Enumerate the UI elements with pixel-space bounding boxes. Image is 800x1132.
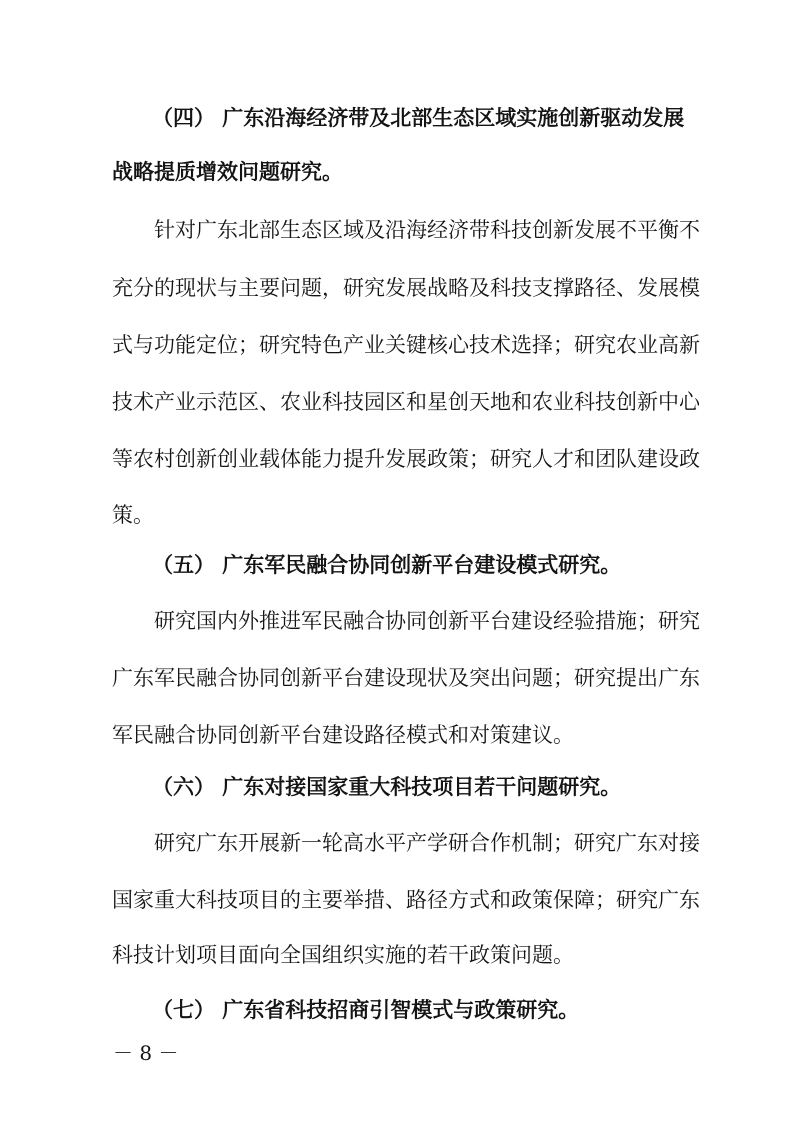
paragraph-4-line-1: 针对广东北部生态区域及沿海经济带科技创新发展不平衡不	[154, 218, 700, 242]
paragraph-6-line-1: 研究广东开展新一轮高水平产学研合作机制；研究广东对接	[154, 831, 700, 855]
paragraph-5-line-1: 研究国内外推进军民融合协同创新平台建设经验措施；研究	[154, 609, 700, 633]
page-number: － 8 －	[113, 1041, 179, 1065]
paragraph-6-line-3: 科技计划项目面向全国组织实施的若干政策问题。	[112, 943, 574, 967]
paragraph-4-line-2: 充分的现状与主要问题，研究发展战略及科技支撑路径、发展模	[112, 276, 700, 300]
section-heading-7: （七） 广东省科技招商引智模式与政策研究。	[152, 998, 580, 1022]
paragraph-4-line-6: 策。	[112, 503, 154, 527]
paragraph-4-line-4: 技术产业示范区、农业科技园区和星创天地和农业科技创新中心	[112, 390, 700, 414]
section-heading-5: （五） 广东军民融合协同创新平台建设模式研究。	[152, 553, 622, 577]
paragraph-5-line-3: 军民融合协同创新平台建设路径模式和对策建议。	[112, 723, 574, 747]
paragraph-6-line-2: 国家重大科技项目的主要举措、路径方式和政策保障；研究广东	[112, 888, 700, 912]
section-heading-6: （六） 广东对接国家重大科技项目若干问题研究。	[152, 775, 622, 799]
section-heading-4-continuation: 战略提质增效问题研究。	[112, 160, 343, 184]
paragraph-5-line-2: 广东军民融合协同创新平台建设现状及突出问题；研究提出广东	[112, 666, 700, 690]
paragraph-4-line-5: 等农村创新创业载体能力提升发展政策；研究人才和团队建设政	[112, 447, 700, 471]
section-heading-4: （四） 广东沿海经济带及北部生态区域实施创新驱动发展	[152, 106, 685, 130]
paragraph-4-line-3: 式与功能定位；研究特色产业关键核心技术选择；研究农业高新	[112, 333, 700, 357]
